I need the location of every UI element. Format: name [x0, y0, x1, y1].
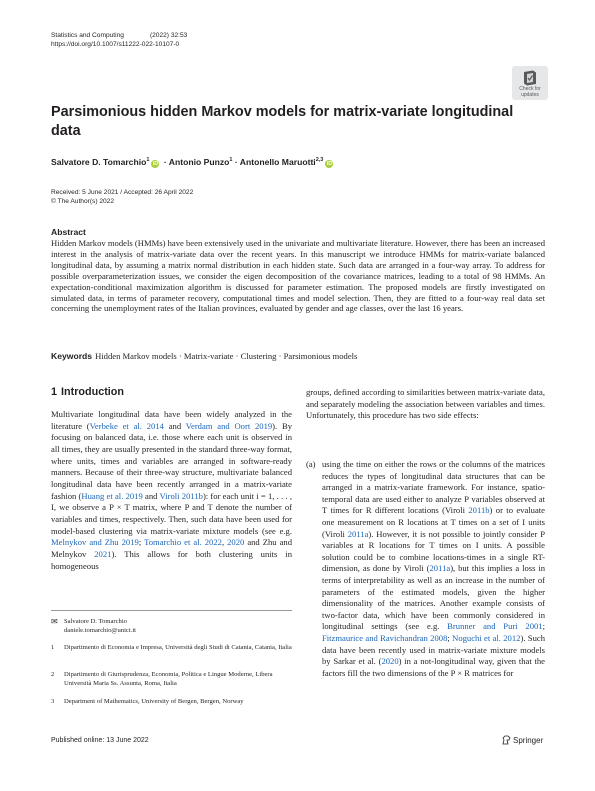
text-run: and — [142, 490, 160, 501]
doi-link[interactable]: https://doi.org/10.1007/s11222-022-10107-0 — [51, 41, 180, 48]
affiliation-number: 1 — [51, 644, 55, 651]
affiliation — [51, 697, 292, 706]
text-run: ; — [542, 621, 545, 632]
keywords-list: Hidden Markov models · Matrix-variate · Clustering · Parsimonious models — [95, 351, 358, 361]
keywords-label: Keywords — [51, 351, 93, 361]
citation-link[interactable]: Brunner and Puri 2001 — [447, 621, 543, 632]
affiliation-number: 2 — [51, 671, 55, 678]
left-column-text — [51, 409, 292, 572]
list-item-label: (a) — [306, 459, 316, 469]
citation-link[interactable]: Viroli 2011b — [159, 490, 203, 501]
text-run: and — [163, 420, 186, 431]
author-separator: · — [163, 156, 167, 167]
author-affiliation: 1 — [146, 157, 150, 163]
publisher-name: Springer — [513, 736, 544, 745]
citation-link[interactable]: 2021 — [94, 548, 112, 559]
list-item-body — [322, 459, 545, 679]
corresponding-author — [51, 617, 136, 635]
right-column-intro: groups, defined according to similarities between matrix-variate data, and separately modeling the association between variables and times. Unfortunately, this procedure has two side effects: — [306, 387, 545, 421]
author-name[interactable]: Antonello Maruotti — [239, 156, 316, 167]
text-run: using the time on either the rows or the columns of the matrices reduces the types of longitudinal data structures that can be arranged in a matrix-variate framework. For instance, spatio-temporal data are used either to analyze P variables observed at T times for R different locations (Viroli — [322, 459, 545, 516]
badge-line1: Check for — [519, 86, 541, 92]
affiliation-text: Dipartimento di Giurisprudenza, Economia, Politica e Lingue Moderne, Libera Università Maria Ss. Assunta, Roma, Italia — [64, 671, 273, 687]
footnote-divider — [51, 610, 292, 611]
author-name[interactable]: Antonio Punzo — [168, 156, 230, 167]
affiliation-text: Department of Mathematics, University of Bergen, Bergen, Norway — [64, 698, 244, 705]
journal-volume: (2022) 32:53 — [149, 32, 188, 39]
published-online: Published online: 13 June 2022 — [51, 737, 149, 744]
section-heading — [51, 386, 124, 398]
citation-link[interactable]: 2020 — [227, 537, 245, 548]
citation-link[interactable]: 2011a — [429, 563, 451, 574]
text-run: ), but this implies a loss in terms of interpretability as well as an increase in the number of parameters of the estimated models, given the higher dimensionality of the matrices. Another example consists of two-factor data, which have been commonly considered in longitudinal settings (see e.g. — [322, 563, 545, 632]
envelope-icon: ✉ — [51, 617, 58, 626]
citation-link[interactable]: Fitzmaurice and Ravichandran 2008 — [322, 632, 448, 643]
contact-name: Salvatore D. Tomarchio — [64, 618, 127, 625]
text-run: and Zhu and Melnykov — [51, 537, 293, 559]
citation-link[interactable]: Verbeke et al. 2014 — [89, 420, 164, 431]
text-run: ) in a not-longitudinal way, given that the factors fill the two dimensions of the P × R matrices for — [322, 656, 545, 678]
journal-name: Statistics and Computing — [51, 32, 124, 39]
text-run: ; — [138, 537, 145, 548]
author-name[interactable]: Salvatore D. Tomarchio — [51, 156, 147, 167]
badge-line2: updates — [521, 91, 539, 98]
check-for-updates-badge[interactable] — [512, 66, 548, 100]
check-for-updates-icon — [522, 69, 538, 86]
author-separator: · — [234, 156, 238, 167]
citation-link[interactable]: 2011a — [347, 528, 369, 539]
keywords — [51, 351, 357, 362]
orcid-icon[interactable]: iD — [326, 160, 333, 167]
affiliation-number: 3 — [51, 698, 55, 705]
journal-header — [51, 31, 187, 49]
publication-dates — [51, 188, 193, 206]
affiliation-text: Dipartimento di Economia e Impresa, Università degli Studi di Catania, Catania, Italia — [64, 644, 292, 651]
received-accepted: Received: 5 June 2021 / Accepted: 26 April 2022 — [51, 189, 194, 196]
citation-link[interactable]: Noguchi et al. 2012 — [452, 632, 521, 643]
text-run: ): for each unit i = 1, . . . , I, we observe a P × T matrix, where P and T denote the number of variables and times, respectively. Then, such data have been used for model-based clustering via matrix-variate mixture models (see e.g. — [51, 490, 292, 536]
text-run: , — [221, 537, 228, 548]
citation-link[interactable]: Tomarchio et al. 2022 — [144, 537, 222, 548]
copyright: © The Author(s) 2022 — [51, 198, 115, 205]
citation-link[interactable]: Huang et al. 2019 — [81, 490, 143, 501]
abstract-heading: Abstract — [51, 227, 86, 237]
paper-title: Parsimonious hidden Markov models for matrix-variate longitudinal data — [51, 104, 514, 139]
text-run: ) or to evaluate one measurement on R locations at T times on a set of I units (Viroli — [322, 505, 545, 539]
text-run: ). By focusing on balanced data, i.e. those where each unit is observed in all times, they are usually presented in the standard three-way format, where units, times and variables are arranged in software-ready manners. Because of their three-way structure, multivariate balanced longitudinal data have been recently arranged in a matrix-variate fashion ( — [51, 420, 292, 501]
text-run: Multivariate longitudinal data have been widely analyzed in the literature ( — [51, 409, 292, 431]
citation-link[interactable]: 2020 — [381, 656, 399, 667]
abstract-text: Hidden Markov models (HMMs) have been extensively used in the univariate and multivariate literature. However, there has been an increased interest in the analysis of matrix-variate data over the recent years. In this manuscript we introduce HMMs for matrix-variate balanced longitudinal data, by assuming a matrix normal distribution in each hidden state. Such data are arranged in a four-way array. To address for possible overparameterization issues, we consider the eigen decomposition of the covariance matrices, leading to a total of 98 HMMs. An expectation-conditional maximization algorithm is discussed for parameter estimation. The proposed models are firstly investigated on simulated data, in terms of parameter recovery, computational times and model selection. Then, they are fitted to a four-way real data set concerning the unemployment rates of the Italian provinces, evaluated by gender and age classes, over the last 16 years. — [51, 238, 545, 314]
list-item-a — [306, 459, 545, 679]
text-run: ). However, it is not possible to jointly consider P variables at R locations for T times on I units. A possible solution could be to combine locations-times in a single RT-dimension, as done by Viroli ( — [322, 528, 545, 574]
contact-email[interactable]: daniele.tomarchio@unict.it — [64, 627, 136, 634]
section-title: Introduction — [61, 386, 124, 398]
text-run: ). This allows for both clustering units in homogeneous — [51, 548, 292, 571]
author-affiliation: 1 — [229, 157, 233, 163]
citation-link[interactable]: Verdam and Oort 2019 — [185, 420, 273, 431]
author-affiliation: 2,3 — [315, 157, 324, 163]
author-list — [51, 155, 335, 168]
affiliation — [51, 670, 292, 688]
citation-link[interactable]: Melnykov and Zhu 2019 — [51, 537, 139, 548]
orcid-icon[interactable]: iD — [152, 160, 159, 167]
citation-link[interactable]: 2011b — [468, 505, 490, 516]
text-run: ). Such data have been recently used in matrix-variate mixture models by Sarkar et al. ( — [322, 632, 545, 667]
section-number: 1 — [51, 386, 58, 398]
publisher-logo — [502, 735, 543, 746]
springer-horse-icon — [502, 735, 511, 745]
text-run: ; — [447, 632, 453, 643]
affiliation — [51, 643, 292, 652]
